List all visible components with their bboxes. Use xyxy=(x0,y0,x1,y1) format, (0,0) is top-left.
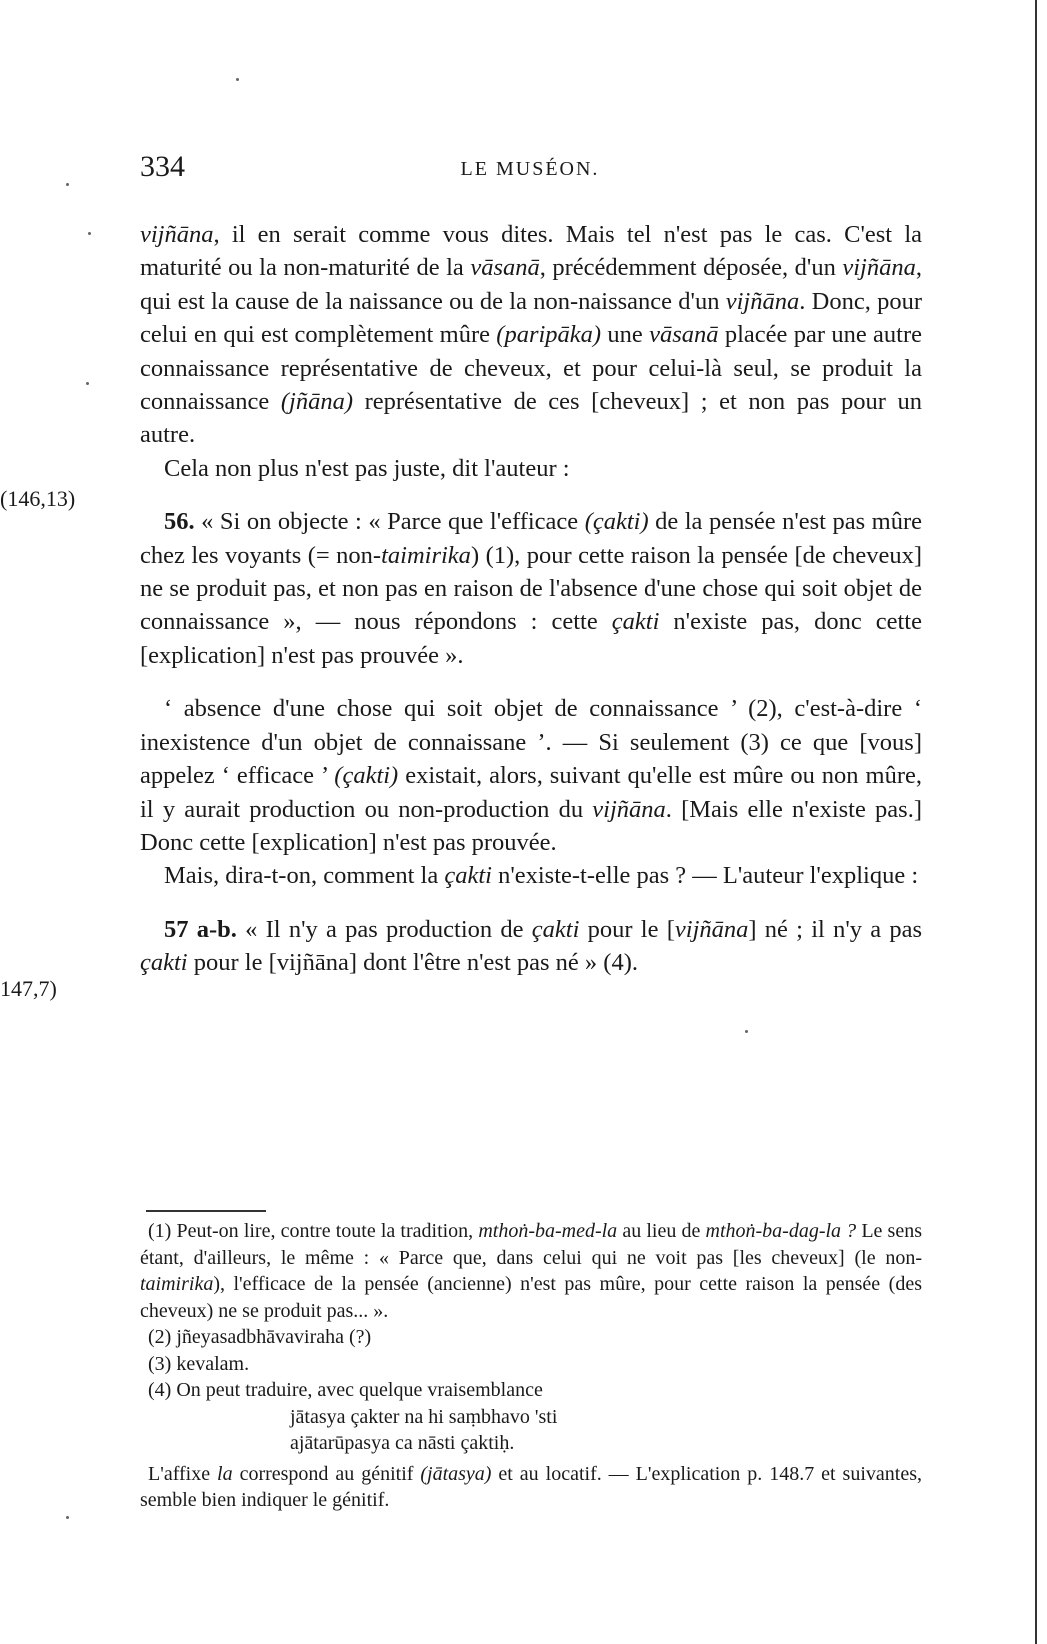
margin-reference: 147,7) xyxy=(0,976,57,1001)
verse-line: jātasya çakter na hi saṃbhavo 'sti xyxy=(290,1405,558,1428)
print-speck xyxy=(745,1030,748,1033)
verse-line: ajātarūpasya ca nāsti çaktiḥ. xyxy=(290,1432,515,1454)
footnotes xyxy=(140,1218,922,1514)
print-speck xyxy=(88,232,91,235)
paragraph: Mais, dira-t-on, comment la çakti n'existe-t-elle pas ? — L'auteur l'explique : xyxy=(164,862,919,890)
paragraph: 56. « Si on objecte : « Parce que l'efficace (çakti) de la pensée n'est pas mûre chez les voyants (= non-taimirika) (1), pour cette raison la pensée [de cheveux] ne se produit pas, et non pas en raison de l'absence d'une chose qui soit objet de connaissance », — nous répondons : cette çakti n'existe pas, donc cette [explication] n'est pas prouvée ». xyxy=(140,508,922,669)
running-title: LE MUSÉON. xyxy=(460,158,600,180)
paragraph: ‘ absence d'une chose qui soit objet de connaissance ’ (2), c'est-à-dire ‘ inexistence d'un objet de connaissane ’. — Si seulement (3) ce que [vous] appelez ‘ efficace ’ (çakti) existait, alors, suivant qu'elle est mûre ou non mûre, il y aurait production ou non-production du vijñāna. [Mais elle n'existe pas.] Donc cette [explication] n'est pas prouvée. xyxy=(140,695,922,856)
margin-reference: (146,13) xyxy=(0,486,76,511)
paragraph: vijñāna, il en serait comme vous dites. Mais tel n'est pas le cas. C'est la maturité ou la non-maturité de la vāsanā, précédemment déposée, d'un vijñāna, qui est la cause de la naissance ou de la non-naissance d'un vijñāna. Donc, pour celui en qui est complètement mûre (paripāka) une vāsanā placée par une autre connaissance représentative de cheveux, et pour celui-là seul, se produit la connaissance (jñāna) représentative de ces [cheveux] ; et non pas pour un autre. xyxy=(140,221,923,449)
main-text xyxy=(140,218,922,980)
paragraph: Cela non plus n'est pas juste, dit l'auteur : xyxy=(164,454,570,482)
print-speck xyxy=(66,183,69,186)
page-edge-line xyxy=(1035,0,1037,1644)
page-number: 334 xyxy=(140,150,185,183)
footnote-rule xyxy=(146,1210,266,1212)
footnote: (3) kevalam. xyxy=(148,1352,250,1375)
footnote: (1) Peut-on lire, contre toute la tradition, mthoṅ-ba-med-la au lieu de mthoṅ-ba-dag-la ? Le sens étant, d'ailleurs, le même : « Parce que, dans celui qui ne voit pas [les cheveux] (le non-taimirika), l'efficace de la pensée (ancienne) n'est pas mûre, pour cette raison la pensée (des cheveux) ne se produit pas... ». xyxy=(140,1220,923,1322)
paragraph: 57 a-b. « Il n'y a pas production de çakti pour le [vijñāna] né ; il n'y a pas çakti pour le [vijñāna] dont l'être n'est pas né » (4). xyxy=(140,915,922,977)
print-speck xyxy=(66,1516,69,1519)
print-speck xyxy=(86,382,89,385)
print-speck xyxy=(236,78,239,81)
footnote: (2) jñeyasadbhāvaviraha (?) xyxy=(148,1326,372,1348)
footnote-continuation: L'affixe la correspond au génitif (jātasya) et au locatif. — L'explication p. 148.7 et suivantes, semble bien indiquer le génitif. xyxy=(140,1462,922,1511)
page-header xyxy=(140,150,920,190)
footnote: (4) On peut traduire, avec quelque vraisemblance xyxy=(148,1379,543,1401)
